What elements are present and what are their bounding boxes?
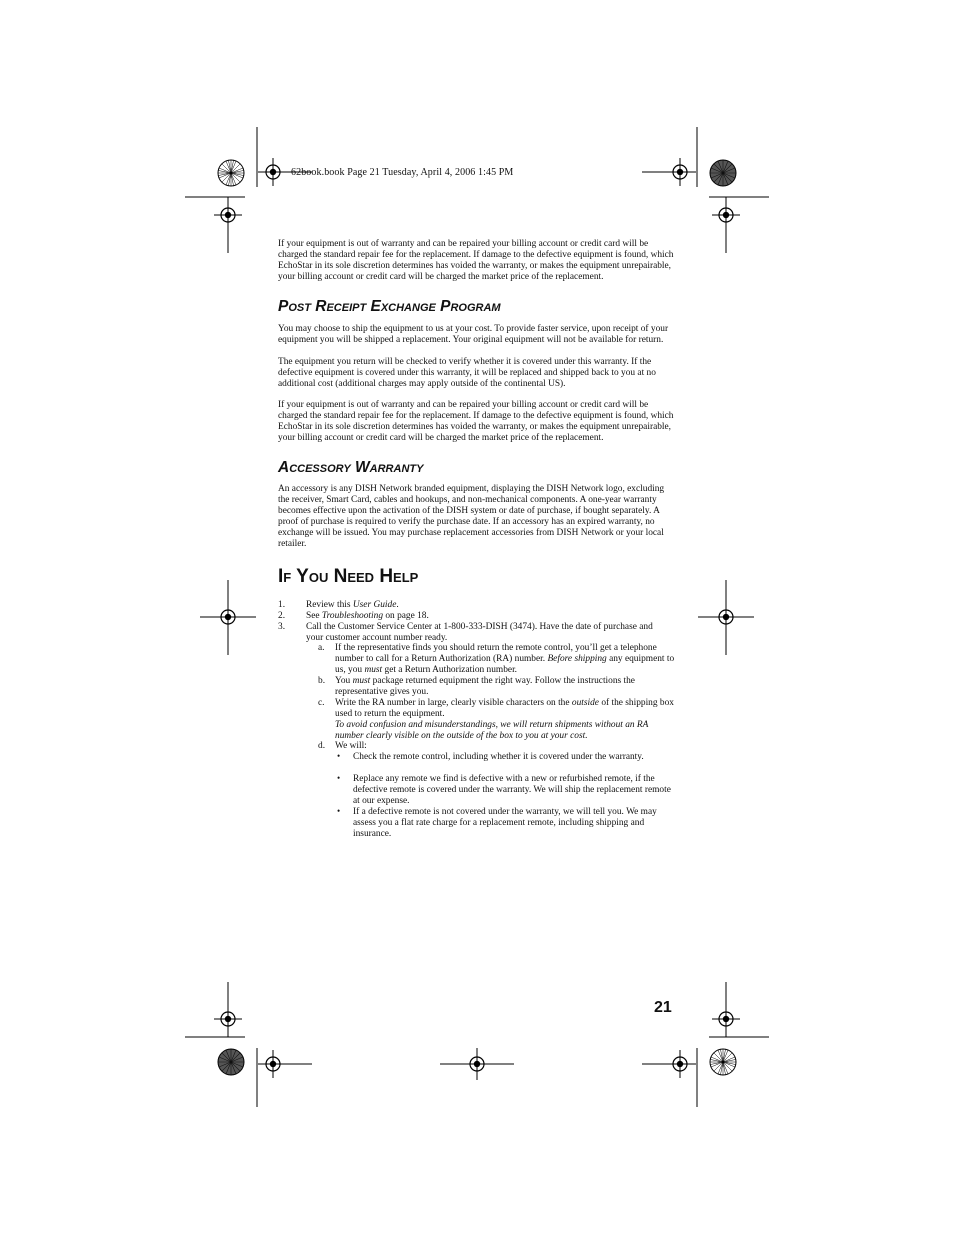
bullet-item: If a defective remote is not covered under the warranty, we will tell you. We may assess you a flat rate charge for a replacement remote, including shipping and insurance.: [353, 807, 657, 839]
bullet-item: Check the remote control, including whether it is covered under the warranty.: [353, 752, 644, 762]
post-receipt-paragraph-2: The equipment you return will be checked to verify whether it is covered under this warranty. If the defective equipment is covered under this warranty, it will be replaced and shipped back to you at no additional cost (additional charges may apply outside of the continental US).: [278, 357, 656, 389]
bullet-dot: •: [337, 751, 341, 761]
accessory-paragraph: An accessory is any DISH Network branded equipment, displaying the DISH Network logo, excluding the receiver, Smart Card, cables and hookups, and non-mechanical components. A one-year warranty becomes effective upon the activation of the DISH system or date of purchase, if bought separately. A proof of purchase is required to verify the purchase date. If an accessory has an expired warranty, no exchange will be issued. You may purchase replacement accessories from DISH Network or your local retailer.: [278, 484, 665, 549]
print-slug: 62book.book Page 21 Tuesday, April 4, 2006 1:45 PM: [291, 167, 514, 178]
substep-c-note: To avoid confusion and misunderstandings, we will return shipments without an RA number clearly visible on the outside of the box to you at your cost.: [335, 720, 649, 741]
bullet-dot: •: [337, 806, 341, 816]
substep-a-text: If the representative finds you should return the remote control, you’ll get a telephone number to call for a Return Authorization (RA) number. Before shipping any equipment to us, you must get a Return Authorization number.: [335, 643, 675, 675]
bullet-item: Replace any remote we find is defective with a new or refurbished remote, if the defective remote is covered under the warranty. We will ship the replacement remote at our expense.: [353, 774, 671, 806]
step-3-text: Call the Customer Service Center at 1-800-333-DISH (3474). Have the date of purchase and your customer account number ready.: [306, 622, 653, 643]
section-heading-accessory-warranty: Accessory Warranty: [278, 459, 424, 476]
substep-d-text: We will:: [335, 741, 367, 751]
substep-c-text: Write the RA number in large, clearly visible characters on the outside of the shipping box used to return the equipment.: [335, 698, 674, 719]
step-2-text: See Troubleshooting on page 18.: [306, 611, 429, 621]
substep-label: c.: [318, 698, 325, 708]
bullet-dot: •: [337, 773, 341, 783]
substep-label: a.: [318, 643, 325, 653]
substep-b-text: You must package returned equipment the right way. Follow the instructions the representative gives you.: [335, 676, 635, 697]
post-receipt-paragraph-3: If your equipment is out of warranty and can be repaired your billing account or credit card will be charged the standard repair fee for the replacement. If damage to the defective equipment is found, which EchoStar in its sole discretion determines has voided the warranty, or makes the equipment unrepairable, your billing account or credit card will be charged the market price of the replacement.: [278, 400, 674, 443]
post-receipt-paragraph-1: You may choose to ship the equipment to us at your cost. To provide faster service, upon receipt of your equipment you will be shipped a replacement. Your original equipment will not be available for return.: [278, 324, 669, 345]
step-number: 3.: [278, 622, 286, 632]
step-number: 1.: [278, 600, 286, 610]
page-number: 21: [654, 999, 672, 1016]
substep-label: d.: [318, 741, 326, 751]
section-heading-post-receipt: Post Receipt Exchange Program: [278, 298, 501, 315]
step-number: 2.: [278, 611, 286, 621]
step-1-text: Review this User Guide.: [306, 600, 399, 610]
section-heading-if-you-need-help: If You Need Help: [278, 566, 419, 587]
substep-label: b.: [318, 676, 326, 686]
intro-paragraph: If your equipment is out of warranty and can be repaired your billing account or credit card will be charged the standard repair fee for the replacement. If damage to the defective equipment is found, which EchoStar in its sole discretion determines has voided the warranty, or makes the equipment unrepairable, your billing account or credit card will be charged the market price of the replacement.: [278, 239, 674, 282]
